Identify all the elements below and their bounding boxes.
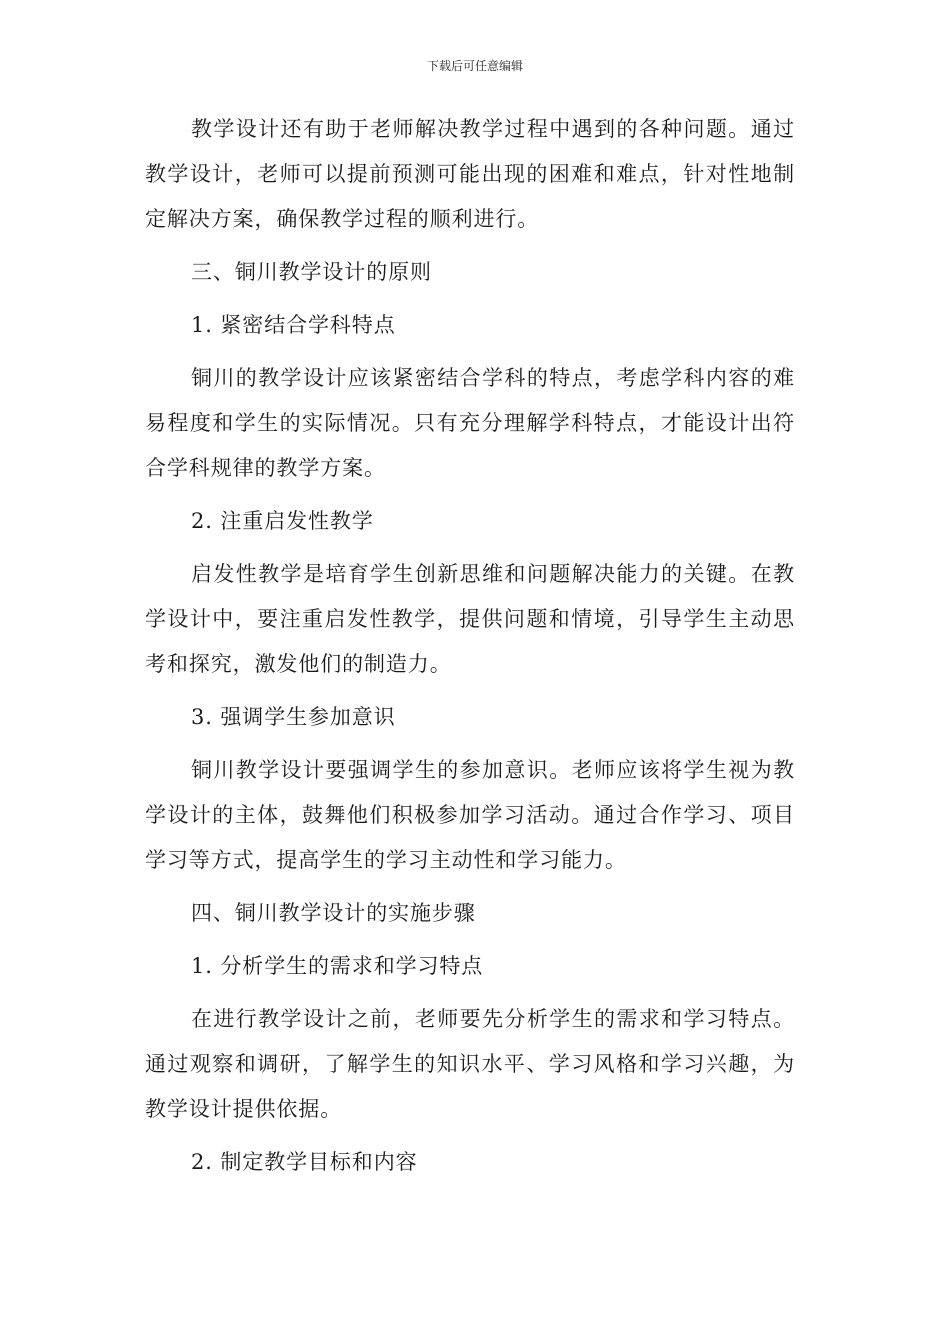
page-header-note: 下载后可任意编辑 xyxy=(426,59,523,73)
section-heading-principles: 三、铜川教学设计的原则 xyxy=(191,260,432,284)
subheading-analyze-students: 1. 分析学生的需求和学习特点 xyxy=(191,954,484,978)
subheading-subject-features: 1. 紧密结合学科特点 xyxy=(191,313,396,337)
subheading-heuristic-teaching: 2. 注重启发性教学 xyxy=(191,509,374,533)
paragraph-subject-features: 铜川的教学设计应该紧密结合学科的特点，考虑学科内容的难易程度和学生的实际情况。只有充分理解学科特点，才能设计出符合学科规律的教学方案。 xyxy=(145,366,795,480)
document-body xyxy=(145,107,795,1185)
paragraph-student-participation: 铜川教学设计要强调学生的参加意识。老师应该将学生视为教学设计的主体，鼓舞他们积极参加学习活动。通过合作学习、项目学习等方式，提高学生的学习主动性和学习能力。 xyxy=(145,758,795,872)
subheading-student-participation: 3. 强调学生参加意识 xyxy=(191,705,396,729)
paragraph-teaching-problems: 教学设计还有助于老师解决教学过程中遇到的各种问题。通过教学设计，老师可以提前预测可能出现的困难和难点，针对性地制定解决方案，确保教学过程的顺利进行。 xyxy=(145,117,795,231)
section-heading-implementation-steps: 四、铜川教学设计的实施步骤 xyxy=(191,901,476,925)
paragraph-heuristic-teaching: 启发性教学是培育学生创新思维和问题解决能力的关键。在教学设计中，要注重启发性教学，提供问题和情境，引导学生主动思考和探究，激发他们的制造力。 xyxy=(145,562,795,676)
paragraph-analyze-students: 在进行教学设计之前，老师要先分析学生的需求和学习特点。通过观察和调研，了解学生的知识水平、学习风格和学习兴趣，为教学设计提供依据。 xyxy=(145,1007,795,1121)
subheading-goals-content: 2. 制定教学目标和内容 xyxy=(191,1150,418,1174)
